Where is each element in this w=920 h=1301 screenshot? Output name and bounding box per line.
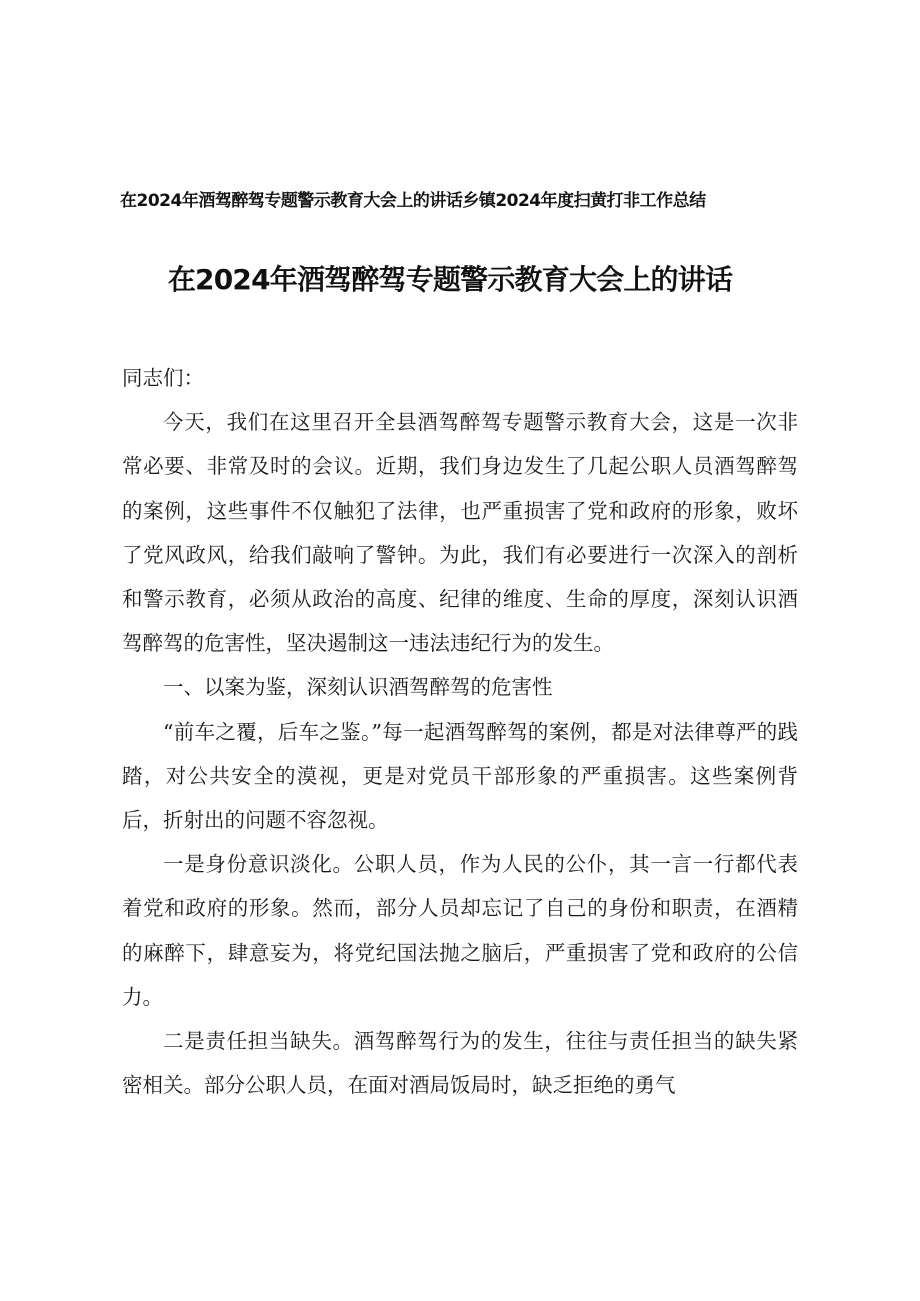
section-heading-1: 一、以案为鉴，深刻认识酒驾醉驾的危害性 [163, 675, 553, 700]
salutation: 同志们： [122, 366, 204, 390]
paragraph-point-1: 一是身份意识淡化。公职人员，作为人民的公仆，其一言一行都代表着党和政府的形象。然而，部分人员却忘记了自己的身份和职责，在酒精的麻醉下，肆意妄为，将党纪国法抛之脑后，严重损害了党和政府的公信力。 [122, 852, 798, 1009]
document-body [122, 356, 798, 1107]
page-title: 在2024年酒驾醉驾专题警示教育大会上的讲话 [167, 263, 733, 296]
paragraph-intro: 今天，我们在这里召开全县酒驾醉驾专题警示教育大会，这是一次非常必要、非常及时的会议。近期，我们身边发生了几起公职人员酒驾醉驾的案例，这些事件不仅触犯了法律，也严重损害了党和政府的形象，败坏了党风政风，给我们敲响了警钟。为此，我们有必要进行一次深入的剖析和警示教育，必须从政治的高度、纪律的维度、生命的厚度，深刻认识酒驾醉驾的危害性，坚决遏制这一违法违纪行为的发生。 [122, 410, 798, 656]
paragraph-point-2: 二是责任担当缺失。酒驾醉驾行为的发生，往往与责任担当的缺失紧密相关。部分公职人员，在面对酒局饭局时，缺乏拒绝的勇气 [122, 1029, 798, 1098]
document-header-line: 在2024年酒驾醉驾专题警示教育大会上的讲话乡镇2024年度扫黄打非工作总结 [120, 191, 706, 211]
paragraph-quote: “前车之覆，后车之鉴。”每一起酒驾醉驾的案例，都是对法律尊严的践踏，对公共安全的漠视，更是对党员干部形象的严重损害。这些案例背后，折射出的问题不容忽视。 [122, 719, 798, 833]
